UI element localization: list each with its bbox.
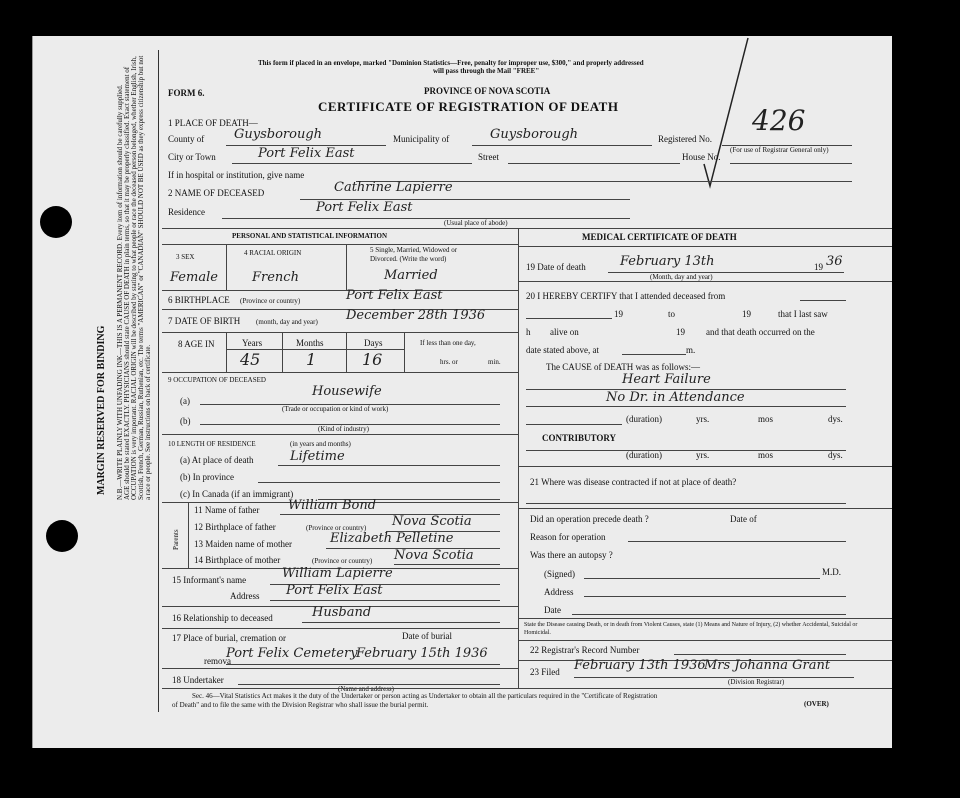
racial-origin-value: French	[252, 270, 299, 285]
months-header: Months	[296, 338, 324, 348]
question-21: 21 Where was disease contracted if not at place of death?	[530, 477, 737, 487]
registered-no-note: (For use of Registrar General only)	[730, 146, 829, 154]
occupation-label: 9 OCCUPATION OF DECEASED	[168, 376, 266, 384]
days-header: Days	[364, 338, 383, 348]
duration-mos-1: mos	[758, 414, 774, 424]
min-label: min.	[488, 358, 501, 366]
date-of-label: Date of	[730, 514, 757, 524]
racial-origin-label: 4 RACIAL ORIGIN	[244, 249, 302, 257]
certify-19c: 19	[676, 327, 685, 337]
name-of-deceased-value: Cathrine Lapierre	[334, 180, 453, 195]
mother-name-label: 13 Maiden name of mother	[194, 539, 292, 549]
residence-note: (Usual place of abode)	[444, 219, 508, 227]
certify-19b: 19	[742, 309, 751, 319]
form-number: FORM 6.	[168, 88, 205, 98]
hrs-label: hrs. or	[440, 358, 458, 366]
city-value: Port Felix East	[258, 146, 355, 161]
margin-instruction-4: Scottish, French, German, Russian, Ruthenian, etc. The terms "AMERICAN" or "CANADIAN" SHOULD NOT BE USED as they express citizenship but not	[137, 55, 145, 500]
binding-hole-top	[40, 206, 72, 238]
margin-instruction-5: a race or people. See instructions on back of certificate.	[144, 344, 152, 500]
name-of-deceased-label: 2 NAME OF DECEASED	[168, 188, 265, 198]
reason-operation-label: Reason for operation	[530, 532, 606, 542]
informant-label: 15 Informant's name	[172, 575, 247, 585]
date-of-death-value: February 13th	[620, 254, 715, 269]
marital-status-value: Married	[384, 268, 438, 283]
medical-heading: MEDICAL CERTIFICATE OF DEATH	[582, 232, 737, 242]
cause-of-death-label: The CAUSE of DEATH was as follows:—	[546, 362, 700, 372]
cause-of-death-2: No Dr. in Attendance	[606, 390, 745, 405]
age-days-value: 16	[362, 350, 383, 369]
death-year-value: 36	[826, 254, 843, 269]
registered-no-label: Registered No.	[658, 134, 712, 144]
municipality-label: Municipality of	[393, 134, 450, 144]
certify-last-saw: that I last saw	[778, 309, 828, 319]
mail-notice-2: will pass through the Mail "FREE"	[433, 67, 540, 75]
burial-place-value: Port Felix Cemetery	[226, 646, 358, 661]
relationship-value: Husband	[312, 605, 372, 620]
signed-label: (Signed)	[544, 569, 575, 579]
street-label: Street	[478, 152, 499, 162]
undertaker-label: 18 Undertaker	[172, 675, 224, 685]
certify-alive-on: alive on	[550, 327, 579, 337]
physician-address-label: Address	[544, 587, 574, 597]
certify-19a: 19	[614, 309, 623, 319]
margin-instruction-1: N.B.—WRITE PLAINLY WITH UNFADING INK—THIS IS A PERMANENT RECORD. Every item of information should be carefully supplied.	[116, 84, 124, 500]
certify-m: m.	[686, 345, 696, 355]
occupation-value: Housewife	[312, 384, 382, 399]
age-years-value: 45	[240, 350, 261, 369]
binding-margin-label: MARGIN RESERVED FOR BINDING	[96, 325, 107, 495]
residence-a-label: (a) At place of death	[180, 455, 254, 465]
margin-rule	[158, 50, 159, 712]
mother-birthplace-label: 14 Birthplace of mother	[194, 555, 281, 565]
margin-instruction-2: AGE should be stated EXACTLY. PHYSICIANS should state CAUSE OF DEATH in plain terms, so that it may be properly classified. Exact statement of	[123, 66, 131, 500]
date-of-birth-note: (month, day and year)	[256, 318, 318, 326]
residence-a-value: Lifetime	[290, 449, 345, 464]
duration-dys-1: dys.	[828, 414, 843, 424]
certificate-paper	[32, 36, 892, 748]
duration-dys-2: dys.	[828, 450, 843, 460]
contributory-label: CONTRIBUTORY	[542, 433, 617, 443]
occupation-note: (Trade or occupation or kind of work)	[282, 405, 389, 413]
burial-date-label: Date of burial	[402, 631, 452, 641]
county-value: Guysborough	[234, 127, 323, 142]
certify-to: to	[668, 309, 676, 319]
date-of-birth-value: December 28th 1936	[346, 308, 486, 323]
physician-date-label: Date	[544, 605, 561, 615]
certificate-title: CERTIFICATE OF REGISTRATION OF DEATH	[318, 99, 619, 114]
registration-stamp-number: 426	[752, 104, 806, 137]
house-no-label: House No.	[682, 152, 721, 162]
certify-death-occurred: and that death occurred on the	[706, 327, 815, 337]
personal-heading: PERSONAL AND STATISTICAL INFORMATION	[232, 232, 388, 240]
certify-date-stated: date stated above, at	[526, 345, 599, 355]
burial-label: 17 Place of burial, cremation or	[172, 633, 286, 643]
date-of-death-note: (Month, day and year)	[650, 273, 713, 281]
death-year-prefix: 19	[814, 262, 823, 272]
operation-label: Did an operation precede death ?	[530, 514, 649, 524]
less-than-day-label: If less than one day,	[420, 339, 476, 347]
burial-remova-label: remova	[204, 656, 231, 666]
age-months-value: 1	[306, 350, 317, 369]
father-name-value: William Bond	[288, 498, 377, 513]
mother-birthplace-value: Nova Scotia	[394, 548, 474, 563]
informant-address-value: Port Felix East	[286, 583, 383, 598]
sex-value: Female	[170, 270, 218, 285]
cause-of-death-1: Heart Failure	[622, 372, 711, 387]
mother-name-value: Elizabeth Pelletine	[330, 531, 454, 546]
duration-label-2: (duration)	[626, 450, 662, 460]
city-label: City or Town	[168, 152, 216, 162]
municipality-value: Guysborough	[490, 127, 579, 142]
birthplace-note: (Province or country)	[240, 297, 301, 305]
residence-label: Residence	[168, 207, 205, 217]
industry-note: (Kind of industry)	[318, 425, 369, 433]
father-birthplace-note: (Province or country)	[306, 524, 367, 532]
certify-line-1: 20 I HEREBY CERTIFY that I attended deceased from	[526, 291, 726, 301]
occupation-b-label: (b)	[180, 416, 191, 426]
parents-label: Parents	[172, 529, 180, 550]
autopsy-label: Was there an autopsy ?	[530, 550, 613, 560]
marital-label-1: 5 Single, Married, Widowed or	[370, 246, 458, 254]
mail-notice-1: This form if placed in an envelope, marked "Dominion Statistics—Free, penalty for improper use, $300," and properly addressed	[258, 59, 644, 67]
county-label: County of	[168, 134, 205, 144]
occupation-a-label: (a)	[180, 396, 190, 406]
date-of-death-label: 19 Date of death	[526, 262, 586, 272]
residence-value: Port Felix East	[316, 200, 413, 215]
undertaker-note: (Name and address)	[338, 685, 394, 693]
sex-label: 3 SEX	[176, 253, 195, 261]
margin-instruction-3: OCCUPATION is very important. RACIAL ORIGIN will be described by stating to what people or race the deceased person belonged, whether English, Irish,	[130, 56, 138, 500]
residence-length-note: (in years and months)	[290, 440, 351, 448]
footer-text-2: of Death" and to file the same with the Division Registrar who shall issue the burial permit.	[172, 701, 429, 709]
certify-h: h	[526, 327, 531, 337]
residence-c-label: (c) In Canada (if an immigrant)	[180, 489, 294, 499]
burial-date-value: February 15th 1936	[356, 646, 488, 661]
father-birthplace-label: 12 Birthplace of father	[194, 522, 276, 532]
footer-text-1: Sec. 46—Vital Statistics Act makes it the duty of the Undertaker or person acting as Undertaker to obtain all the particulars required in the "Certificate of Registration	[192, 692, 658, 700]
residence-length-label: 10 LENGTH OF RESIDENCE	[168, 440, 256, 448]
years-header: Years	[242, 338, 263, 348]
hospital-label: If in hospital or institution, give name	[168, 170, 305, 180]
handwritten-check-mark	[700, 36, 760, 196]
mother-birthplace-note: (Province or country)	[312, 557, 373, 565]
filed-date-value: February 13th 1936	[574, 658, 706, 673]
duration-label-1: (duration)	[626, 414, 662, 424]
informant-address-label: Address	[230, 591, 260, 601]
father-name-label: 11 Name of father	[194, 505, 260, 515]
violent-cause-note: State the Disease causing Death, or in death from Violent Causes, state (1) Means and Nature of Injury, (2) whether Accidental, Suicidal or Homicidal.	[524, 622, 858, 636]
date-of-birth-label: 7 DATE OF BIRTH	[168, 316, 241, 326]
division-registrar-name: Mrs Johanna Grant	[704, 658, 831, 673]
marital-label-2: Divorced. (Write the word)	[370, 255, 447, 263]
duration-mos-2: mos	[758, 450, 774, 460]
md-label: M.D.	[822, 567, 842, 577]
birthplace-value: Port Felix East	[346, 288, 443, 303]
over-label: (OVER)	[804, 700, 829, 708]
binding-hole-bottom	[46, 520, 78, 552]
informant-value: William Lapierre	[282, 566, 393, 581]
duration-yrs-2: yrs.	[696, 450, 710, 460]
residence-b-label: (b) In province	[180, 472, 234, 482]
age-label: 8 AGE IN	[178, 339, 215, 349]
duration-yrs-1: yrs.	[696, 414, 710, 424]
birthplace-label: 6 BIRTHPLACE	[168, 295, 230, 305]
registrar-record-label: 22 Registrar's Record Number	[530, 645, 640, 655]
place-of-death-label: 1 PLACE OF DEATH—	[168, 118, 258, 128]
relationship-label: 16 Relationship to deceased	[172, 613, 273, 623]
father-birthplace-value: Nova Scotia	[392, 514, 472, 529]
province-label: PROVINCE OF NOVA SCOTIA	[424, 86, 551, 96]
division-registrar-note: (Division Registrar)	[728, 678, 785, 686]
filed-label: 23 Filed	[530, 667, 560, 677]
